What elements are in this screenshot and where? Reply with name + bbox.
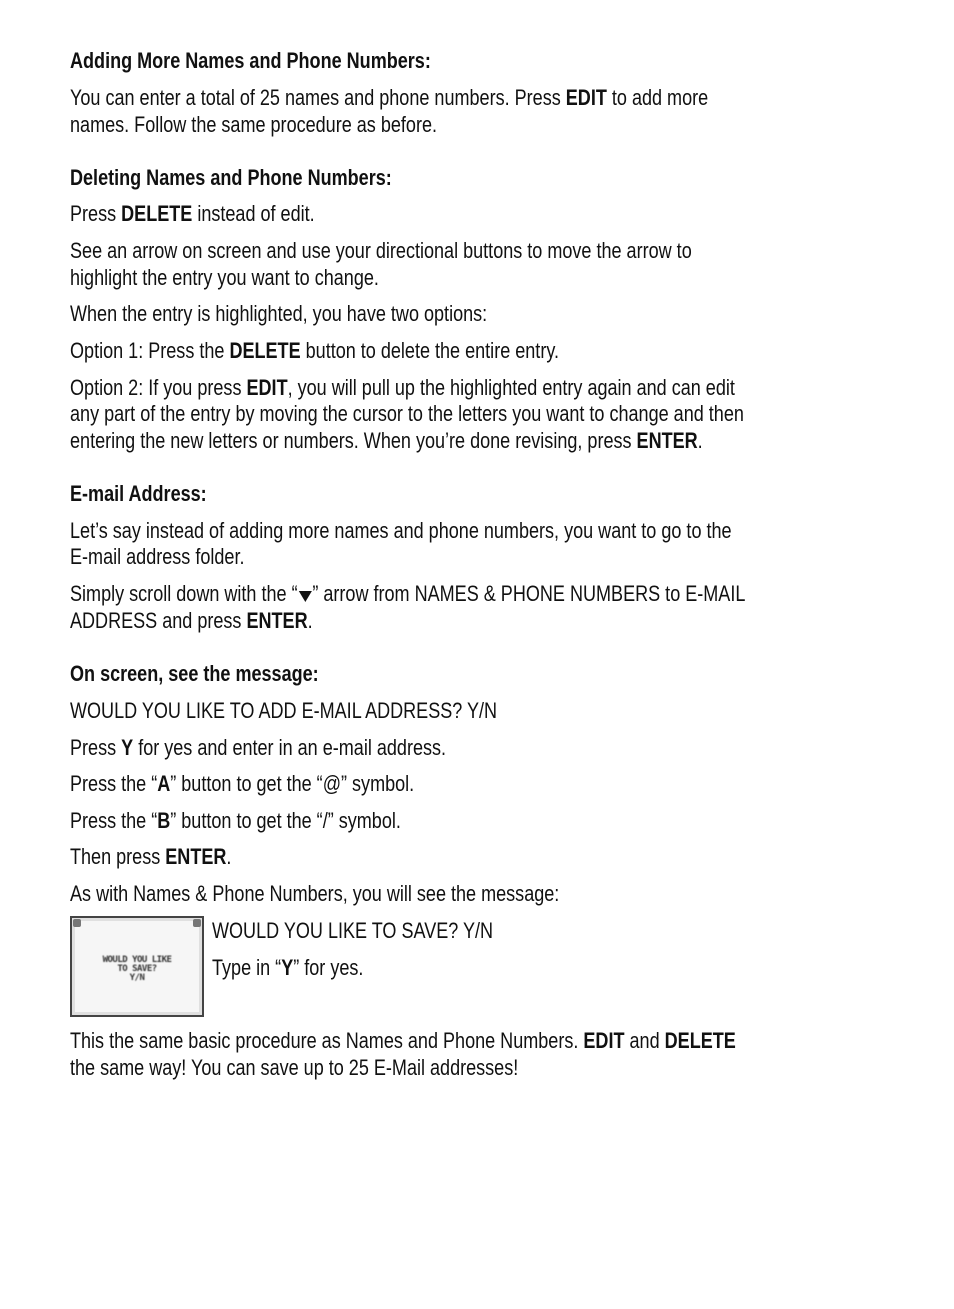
deleting-option-2-line1: Option 2: If you press EDIT, you will pull up the highlighted entry again and can edit: [70, 375, 735, 400]
lcd-line: WOULD YOU LIKE: [102, 955, 172, 965]
deleting-options-intro: When the entry is highlighted, you have two options:: [70, 301, 488, 326]
email-paragraph-line2: E-mail address folder.: [70, 544, 245, 569]
lcd-line: TO SAVE?: [117, 964, 157, 974]
deleting-arrow-line2: highlight the entry you want to change.: [70, 265, 379, 290]
deleting-arrow-line1: See an arrow on screen and use your directional buttons to move the arrow to: [70, 238, 692, 263]
lcd-screen-image: [70, 916, 204, 1017]
lcd-corner-mark: [73, 919, 81, 927]
email-scroll-line1: Simply scroll down with the “ ” arrow from NAMES & PHONE NUMBERS to E-MAIL: [70, 581, 746, 606]
message-see-message: As with Names & Phone Numbers, you will see the message:: [70, 881, 560, 906]
message-press-b: Press the “B” button to get the “/” symbol.: [70, 808, 401, 833]
heading-email: E-mail Address:: [70, 481, 207, 506]
deleting-option-2-line3: entering the new letters or numbers. When you’re done revising, press ENTER.: [70, 428, 703, 453]
message-press-y: Press Y for yes and enter in an e-mail address.: [70, 735, 447, 760]
message-save-prompt: WOULD YOU LIKE TO SAVE? Y/N: [212, 918, 494, 943]
message-press-enter: Then press ENTER.: [70, 844, 232, 869]
deleting-option-1: Option 1: Press the DELETE button to delete the entire entry.: [70, 338, 560, 363]
deleting-option-2-line2: any part of the entry by moving the cursor to the letters you want to change and then: [70, 401, 744, 426]
deleting-press-delete: Press DELETE instead of edit.: [70, 201, 315, 226]
lcd-corner-mark: [193, 919, 201, 927]
adding-paragraph-line2: names. Follow the same procedure as before.: [70, 112, 438, 137]
lcd-screen-text: [72, 956, 202, 983]
message-add-email-prompt: WOULD YOU LIKE TO ADD E-MAIL ADDRESS? Y/N: [70, 698, 498, 723]
email-paragraph-line1: Let’s say instead of adding more names and phone numbers, you want to go to the: [70, 518, 732, 543]
down-triangle-icon: [298, 591, 311, 602]
lcd-line: Y/N: [129, 973, 145, 983]
message-press-a: Press the “A” button to get the “@” symbol.: [70, 771, 415, 796]
heading-deleting: Deleting Names and Phone Numbers:: [70, 165, 392, 190]
heading-message: On screen, see the message:: [70, 661, 319, 686]
email-scroll-line2: ADDRESS and press ENTER.: [70, 608, 313, 633]
closing-line1: This the same basic procedure as Names and Phone Numbers. EDIT and DELETE: [70, 1028, 736, 1053]
message-type-y: Type in “Y” for yes.: [212, 955, 364, 980]
adding-paragraph-line1: You can enter a total of 25 names and phone numbers. Press EDIT to add more: [70, 85, 709, 110]
heading-adding: Adding More Names and Phone Numbers:: [70, 48, 431, 73]
closing-line2: the same way! You can save up to 25 E-Mail addresses!: [70, 1055, 519, 1080]
